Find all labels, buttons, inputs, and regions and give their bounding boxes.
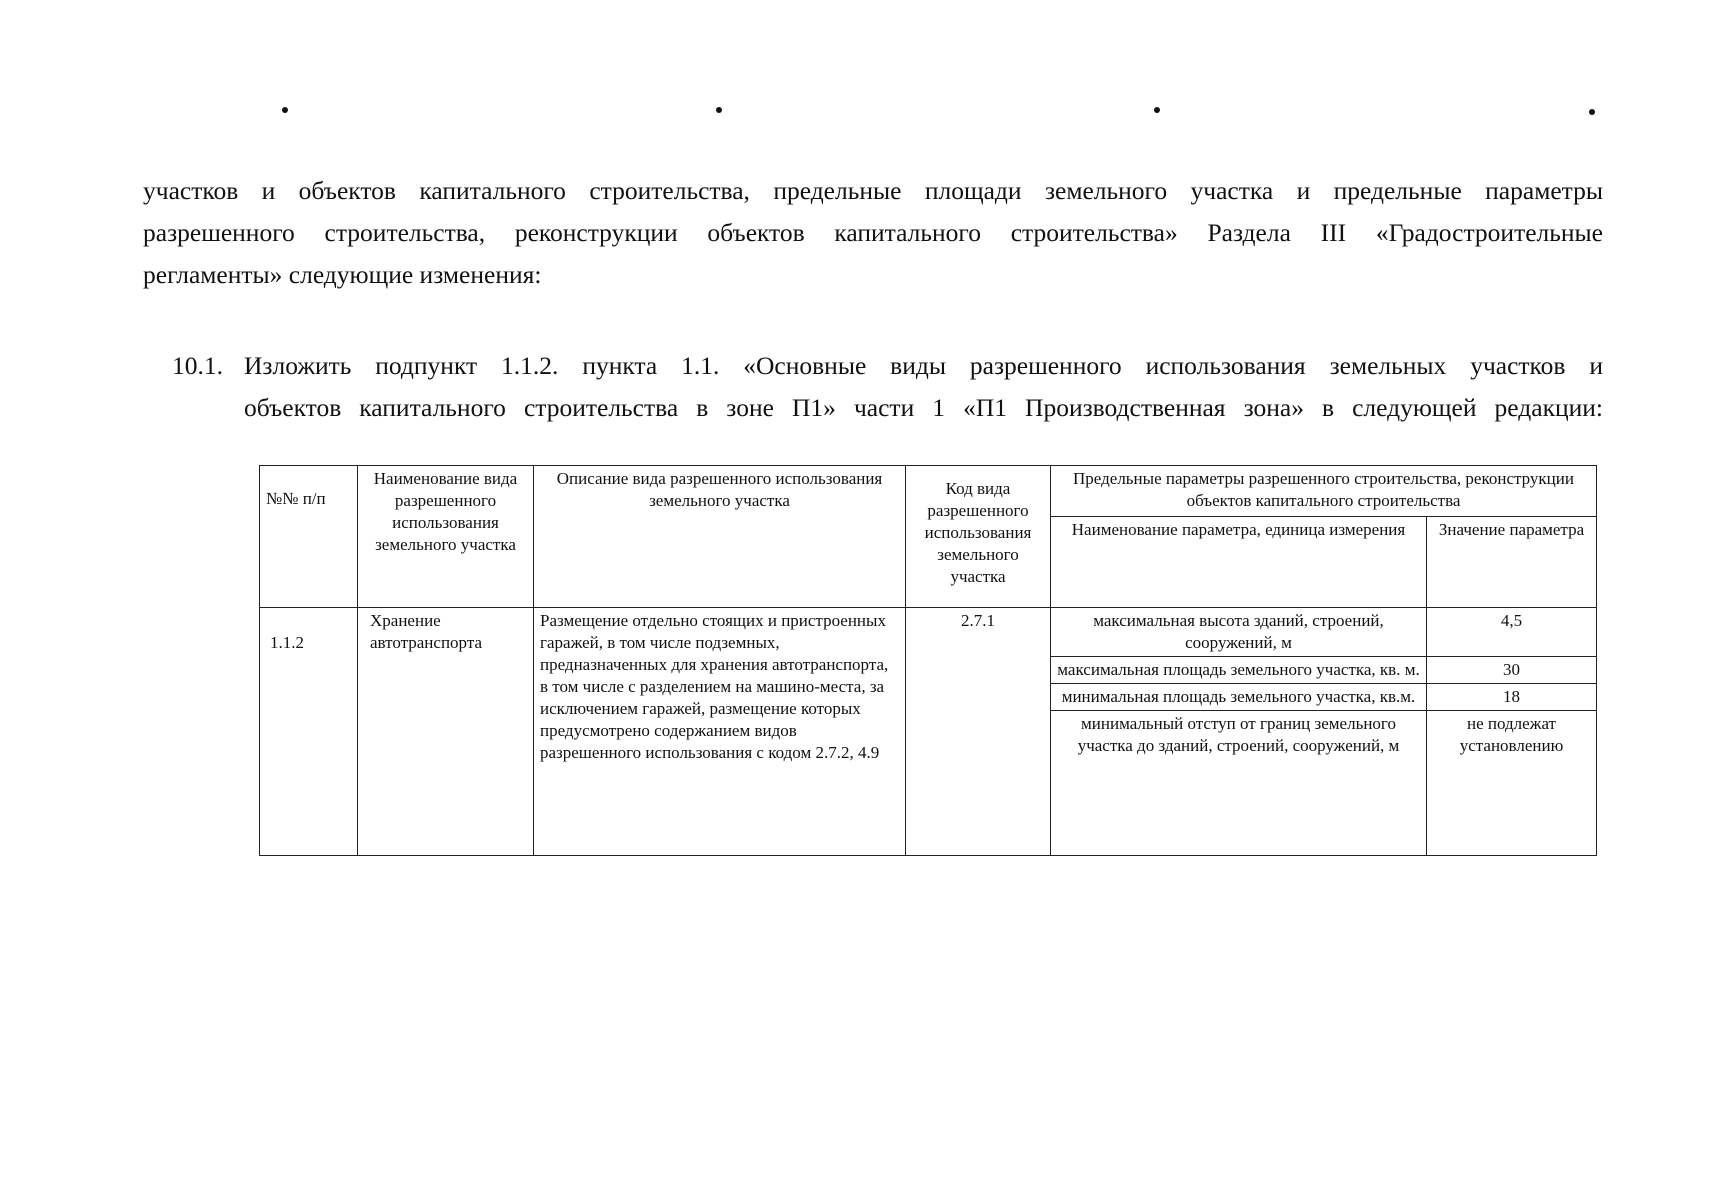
param-value: 4,5 bbox=[1427, 608, 1597, 657]
param-value: не подлежат установлению bbox=[1427, 711, 1597, 856]
param-value: 30 bbox=[1427, 657, 1597, 684]
intro-line: участков и объектов капитального строительства, предельные площади земельного участка и предельные параметры bbox=[143, 176, 1603, 205]
param-name: минимальный отступ от границ земельного участка до зданий, строений, сооружений, м bbox=[1051, 711, 1427, 856]
scan-dot bbox=[716, 107, 722, 113]
row-code: 2.7.1 bbox=[906, 608, 1051, 856]
item-body bbox=[244, 345, 1603, 429]
scan-dot bbox=[282, 107, 288, 113]
row-name: Хранение автотранспорта bbox=[358, 608, 534, 856]
item-line: Изложить подпункт 1.1.2. пункта 1.1. «Основные виды разрешенного использования земельных участков и bbox=[244, 351, 1603, 380]
header-param-name: Наименование параметра, единица измерения bbox=[1051, 517, 1427, 608]
header-limits: Предельные параметры разрешенного строительства, реконструкции объектов капитального строительства bbox=[1051, 466, 1597, 517]
intro-line: регламенты» следующие изменения: bbox=[143, 260, 542, 289]
param-name: максимальная площадь земельного участка, кв. м. bbox=[1051, 657, 1427, 684]
param-value: 18 bbox=[1427, 684, 1597, 711]
item-number: 10.1. bbox=[172, 351, 223, 380]
table-row bbox=[260, 608, 1597, 657]
intro-paragraph bbox=[143, 170, 1603, 296]
param-name: максимальная высота зданий, строений, сооружений, м bbox=[1051, 608, 1427, 657]
param-name: минимальная площадь земельного участка, кв.м. bbox=[1051, 684, 1427, 711]
scan-dot bbox=[1154, 107, 1160, 113]
header-desc: Описание вида разрешенного использования земельного участка bbox=[534, 466, 906, 608]
row-desc: Размещение отдельно стоящих и пристроенных гаражей, в том числе подземных, предназначенных для хранения автотранспорта, в том числе с разделением на машино-места, за исключением гаражей, размещение которых предусмотрено содержанием видов разрешенного использования с кодом 2.7.2, 4.9 bbox=[534, 608, 906, 856]
intro-line: разрешенного строительства, реконструкции объектов капитального строительства» Раздела III «Градостроительные bbox=[143, 218, 1603, 247]
parameters-table bbox=[259, 465, 1597, 856]
header-param-value: Значение параметра bbox=[1427, 517, 1597, 608]
header-name: Наименование вида разрешенного использования земельного участка bbox=[358, 466, 534, 608]
scan-dot bbox=[1589, 109, 1595, 115]
item-line: объектов капитального строительства в зоне П1» части 1 «П1 Производственная зона» в следующей редакции: bbox=[244, 393, 1603, 422]
row-num: 1.1.2 bbox=[260, 608, 358, 856]
header-code: Код вида разрешенного использования земельного участка bbox=[906, 466, 1051, 608]
header-num: №№ п/п bbox=[260, 466, 358, 608]
